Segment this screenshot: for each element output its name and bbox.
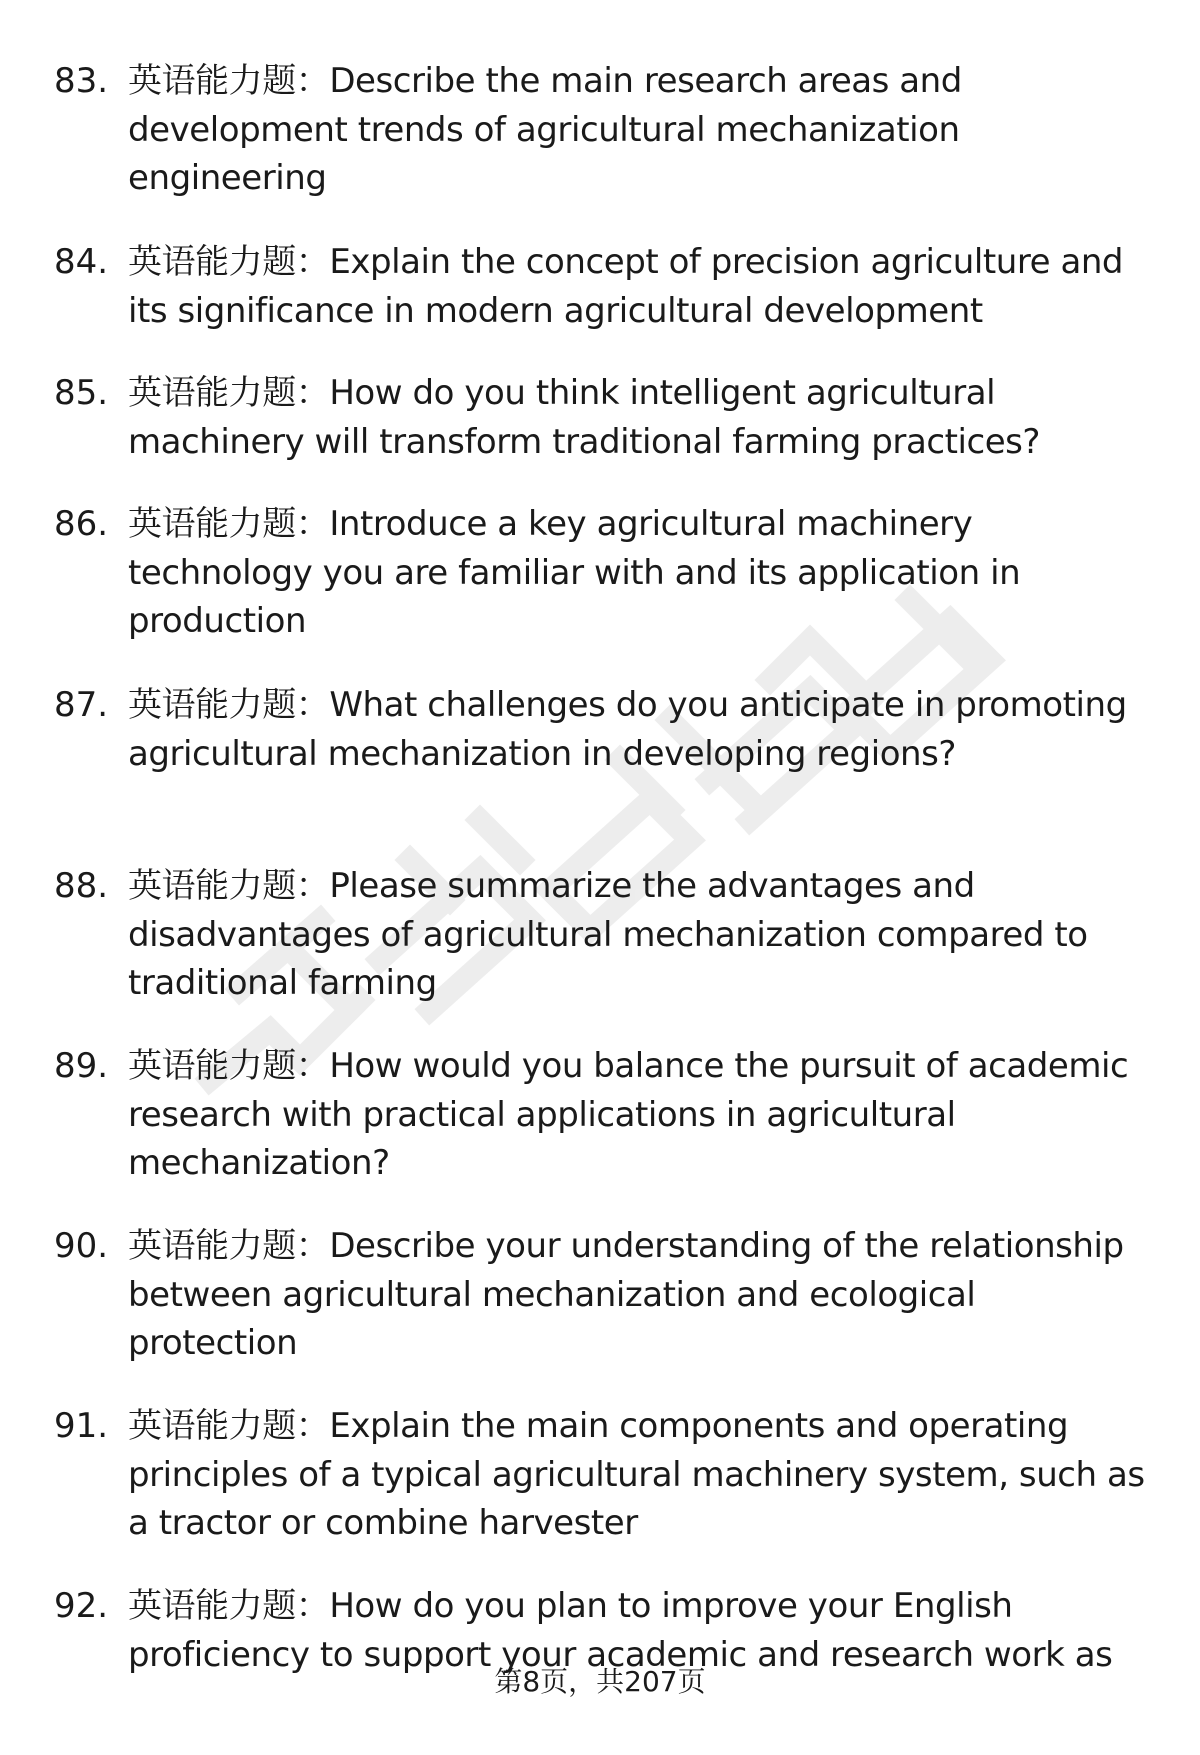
- question-body: [128, 500, 1148, 646]
- question-text: Explain the concept of precision agriculture and its significance in modern agricultural development: [128, 242, 1124, 331]
- question-number: 86.: [54, 504, 109, 544]
- question-label: 英语能力题：: [128, 1226, 330, 1266]
- question-number: 87.: [54, 685, 109, 725]
- question-label: 英语能力题：: [128, 866, 330, 906]
- question-text: Introduce a key agricultural machinery technology you are familiar with and its application in production: [128, 504, 1021, 641]
- question-label: 英语能力题：: [128, 1586, 330, 1626]
- question-text: How would you balance the pursuit of academic research with practical applications in agricultural mechanization?: [128, 1046, 1129, 1183]
- question-body: [128, 1042, 1148, 1188]
- question-body: [128, 238, 1148, 335]
- question-number: 90.: [54, 1226, 109, 1266]
- question-label: 英语能力题：: [128, 242, 330, 282]
- question-body: [128, 862, 1148, 1008]
- question-number: 89.: [54, 1046, 109, 1086]
- page-indicator: 第8页，共207页: [494, 1665, 706, 1698]
- question-label: 英语能力题：: [128, 685, 330, 725]
- question-text: Describe your understanding of the relationship between agricultural mechanization and ecological protection: [128, 1226, 1124, 1363]
- question-label: 英语能力题：: [128, 1406, 330, 1446]
- question-number: 91.: [54, 1406, 109, 1446]
- question-label: 英语能力题：: [128, 1046, 330, 1086]
- question-text: Please summarize the advantages and disadvantages of agricultural mechanization compared to traditional farming: [128, 866, 1088, 1003]
- question-label: 英语能力题：: [128, 504, 330, 544]
- question-text: How do you think intelligent agricultural machinery will transform traditional farming practices?: [128, 373, 1041, 462]
- question-label: 英语能力题：: [128, 61, 330, 101]
- question-number: 84.: [54, 242, 109, 282]
- question-body: [128, 1402, 1148, 1548]
- question-text: Describe the main research areas and development trends of agricultural mechanization engineering: [128, 61, 962, 198]
- question-body: [128, 369, 1148, 466]
- question-label: 英语能力题：: [128, 373, 330, 413]
- question-number: 88.: [54, 866, 109, 906]
- question-text: How do you plan to improve your English proficiency to support your academic and research work as: [128, 1586, 1113, 1675]
- question-body: [128, 1222, 1148, 1368]
- question-number: 83.: [54, 61, 109, 101]
- question-number: 85.: [54, 373, 109, 413]
- question-body: [128, 681, 1148, 778]
- question-number: 92.: [54, 1586, 109, 1626]
- question-text: What challenges do you anticipate in promoting agricultural mechanization in developing regions?: [128, 685, 1127, 774]
- question-body: [128, 57, 1148, 203]
- question-text: Explain the main components and operating principles of a typical agricultural machinery system, such as a tractor or combine harvester: [128, 1406, 1145, 1543]
